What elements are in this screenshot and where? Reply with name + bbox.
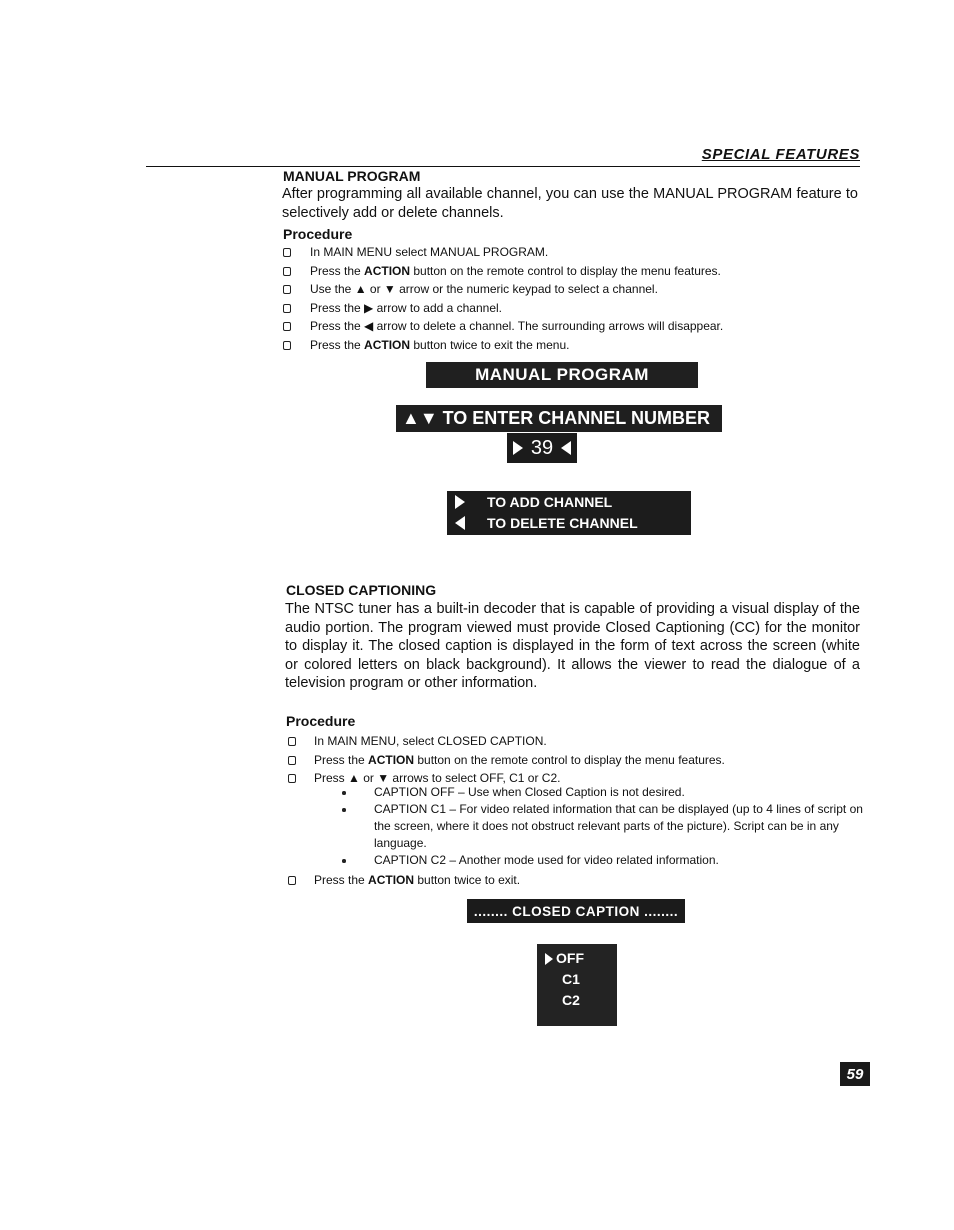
closed-captioning-final-step xyxy=(288,871,848,890)
page-number: 59 xyxy=(840,1062,870,1086)
bullet-icon xyxy=(342,791,346,795)
section-title: SPECIAL FEATURES xyxy=(701,146,860,163)
list-item: CAPTION C1 – For video related information that can be displayed (up to 4 lines of script on the screen, where it does not obstruct relevant parts of the picture). Script can be in any language. xyxy=(342,801,864,852)
list-item: In MAIN MENU, select CLOSED CAPTION. xyxy=(288,732,848,751)
checkbox-icon xyxy=(283,285,291,294)
list-item: Press the ACTION button on the remote control to display the menu features. xyxy=(288,751,848,770)
closed-captioning-paragraph: The NTSC tuner has a built-in decoder that is capable of providing a visual display of the audio portion. The program viewed must provide Closed Captioning (CC) for the monitor to display it. The closed caption is displayed in the form of text across the screen (white or colored letters on black background). It allows the viewer to read the dialogue of a television program or other information. xyxy=(285,601,860,691)
caption-option-off: OFF xyxy=(556,950,584,966)
checkbox-icon xyxy=(283,304,291,313)
left-arrow-icon xyxy=(455,516,465,530)
closed-captioning-procedure-label: Procedure xyxy=(286,713,356,729)
manual-program-procedure-label: Procedure xyxy=(283,226,353,242)
manual-program-paragraph: After programming all available channel, you can use the MANUAL PROGRAM feature to selectively add or delete channels. xyxy=(282,186,858,221)
osd-add-delete-box xyxy=(447,491,691,535)
osd-manual-program-title: MANUAL PROGRAM xyxy=(426,362,698,388)
left-arrow-icon xyxy=(561,441,571,455)
list-item: CAPTION OFF – Use when Closed Caption is not desired. xyxy=(342,784,864,801)
add-channel-label: TO ADD CHANNEL xyxy=(487,494,613,510)
list-item: In MAIN MENU select MANUAL PROGRAM. xyxy=(283,243,843,262)
list-item: Use the ▲ or ▼ arrow or the numeric keypad to select a channel. xyxy=(283,280,843,299)
osd-closed-caption-title: ........ CLOSED CAPTION ........ xyxy=(467,899,685,923)
right-arrow-icon xyxy=(513,441,523,455)
list-item: Press the ACTION button twice to exit. xyxy=(288,871,848,890)
closed-captioning-steps xyxy=(288,732,848,788)
bullet-icon xyxy=(342,859,346,863)
list-item: Press the ◀ arrow to delete a channel. The surrounding arrows will disappear. xyxy=(283,317,843,336)
list-item: Press the ▶ arrow to add a channel. xyxy=(283,299,843,318)
checkbox-icon xyxy=(283,322,291,331)
right-arrow-icon xyxy=(545,953,553,965)
list-item: Press ▲ or ▼ arrows to select OFF, C1 or C2. xyxy=(288,769,848,788)
channel-number: 39 xyxy=(530,436,554,459)
bullet-icon xyxy=(342,808,346,812)
checkbox-icon xyxy=(288,774,296,783)
osd-caption-options xyxy=(537,944,617,1026)
delete-channel-label: TO DELETE CHANNEL xyxy=(487,515,638,531)
right-arrow-icon xyxy=(455,495,465,509)
osd-enter-channel-label: ▲▼ TO ENTER CHANNEL NUMBER xyxy=(396,405,722,432)
manual-program-steps xyxy=(283,243,843,354)
checkbox-icon xyxy=(288,876,296,885)
checkbox-icon xyxy=(283,267,291,276)
caption-option-c1: C1 xyxy=(562,971,580,987)
checkbox-icon xyxy=(288,756,296,765)
list-item: CAPTION C2 – Another mode used for video related information. xyxy=(342,852,864,869)
checkbox-icon xyxy=(283,341,291,350)
manual-program-heading: MANUAL PROGRAM xyxy=(283,168,421,184)
list-item: Press the ACTION button twice to exit the menu. xyxy=(283,336,843,355)
osd-add-row xyxy=(455,492,612,512)
caption-option-c2: C2 xyxy=(562,992,580,1008)
osd-delete-row xyxy=(455,513,638,533)
osd-channel-number xyxy=(507,433,577,463)
caption-mode-list xyxy=(342,784,864,869)
closed-captioning-heading: CLOSED CAPTIONING xyxy=(286,582,437,598)
checkbox-icon xyxy=(283,248,291,257)
checkbox-icon xyxy=(288,737,296,746)
list-item: Press the ACTION button on the remote control to display the menu features. xyxy=(283,262,843,281)
page-header xyxy=(146,146,860,167)
